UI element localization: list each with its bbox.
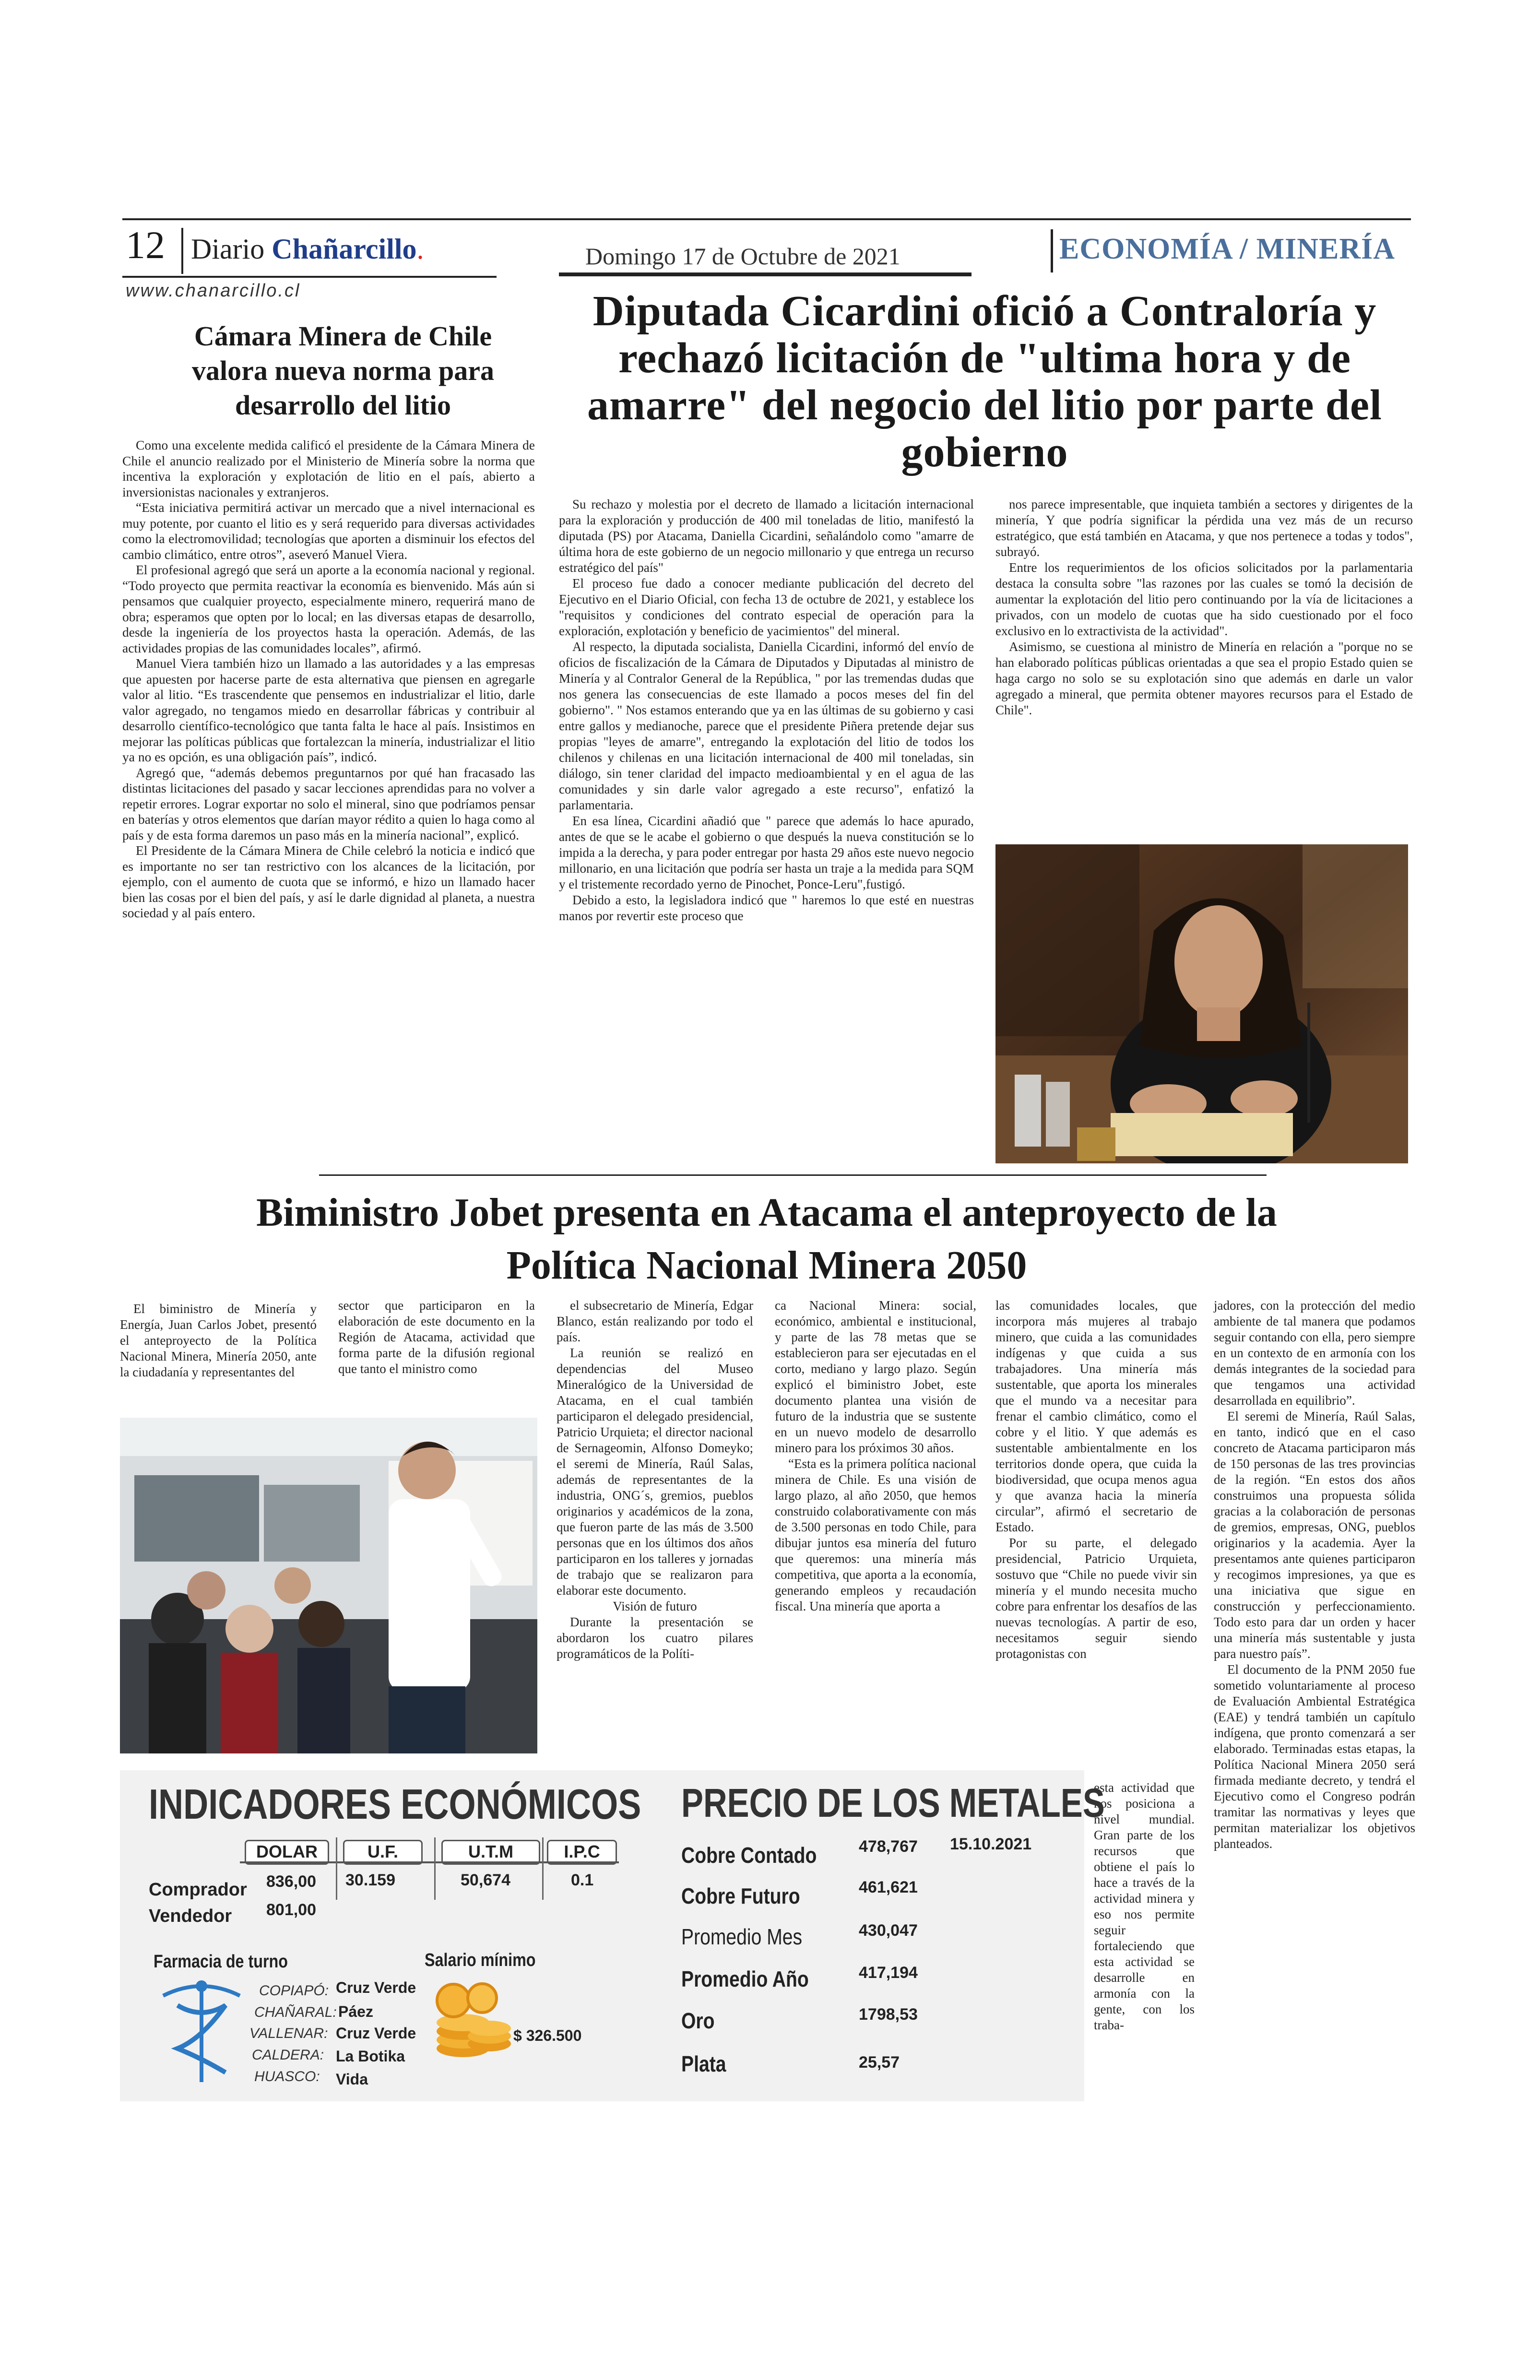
middle-rule: [319, 1174, 1267, 1176]
salary-title: Salario mínimo: [425, 1950, 536, 1970]
paragraph: El documento de la PNM 2050 fue sometido voluntariamente al proceso de Evaluación Ambiental Estratégica (EAE) y tendrá también un capítulo indígena, que pronto comenzará a ser elaborado. Terminadas estas etapas, la Política Nacional Minera 2050 será firmada mediante decreto, y tendrá el Ejecutivo como el Congreso podrán tramitar las normativas y leyes que permitan materializar los objetivos planteados.: [1214, 1662, 1415, 1851]
bottom-col-b: [338, 1298, 535, 1377]
masthead-divider: [181, 228, 183, 274]
section-label: ECONOMÍA / MINERÍA: [1059, 233, 1396, 265]
coins-icon-svg: [429, 1977, 516, 2063]
indicators-vline-2: [434, 1837, 436, 1900]
bottom-col-a: [120, 1301, 317, 1380]
bottom-article-title-line2: Política Nacional Minera 2050: [506, 1243, 1027, 1288]
pharmacy-icon: [149, 1977, 254, 2092]
pharmacy-name-2: Páez: [338, 2003, 373, 2020]
cicardini-photo-illustration: [995, 844, 1408, 1163]
pharmacy-city-5: HUASCO:: [254, 2069, 320, 2084]
metal-value-5: 1798,53: [859, 2005, 918, 2024]
pharmacy-city-4: CALDERA:: [252, 2047, 324, 2063]
pharmacy-city-1: COPIAPÓ:: [259, 1983, 329, 1999]
dolar-comprador: 836,00: [266, 1872, 316, 1891]
caduceus-icon: [149, 1977, 254, 2092]
pharmacy-name-4: La Botika: [336, 2048, 405, 2065]
indicators-title: INDICADORES ECONÓMICOS: [149, 1780, 641, 1828]
paragraph: El seremi de Minería, Raúl Salas, en tanto, indicó que en el caso concreto de Atacama participaron más de 150 personas de las tres provincias de la región. “En estos dos años construimos una propuesta sólida gracias a la colaboración de personas de gremios, empresas, ONG, pueblos originarios y la academia. Ayer la presentamos ante quienes participaron y recogimos impresiones, ya que es una iniciativa que sigue en construcción y perfeccionamiento. Todo esto para dar un orden y hacer una minería más sustentable y justa para nuestro país”.: [1214, 1409, 1415, 1661]
paragraph: Asimismo, se cuestiona al ministro de Minería en relación a "porque no se han elaborado políticas públicas orientadas a que sea el propio Estado quien se haga cargo no solo se su explotación sino que además en darle un valor agregado a mineral, que permita obtener mayores recursos para el Estado de Chile".: [995, 639, 1413, 717]
utm-value: 50,674: [461, 1871, 510, 1889]
pharmacy-name-1: Cruz Verde: [336, 1979, 416, 1996]
paragraph: el subsecretario de Minería, Edgar Blanco, están realizando por todo el país.: [557, 1298, 753, 1344]
metals-date: 15.10.2021: [950, 1835, 1032, 1853]
paragraph: “Esta iniciativa permitirá activar un mercado que a nivel internacional es muy potente, por cuanto el litio es y será requerido para diversas actividades como la electromovilidad; tecnologías que aporten a disminuir los efectos del cambio climático, entre otros”, aseveró Manuel Viera.: [122, 500, 535, 562]
currency-dolar: DOLAR: [245, 1840, 329, 1865]
left-article-body: [122, 438, 535, 921]
main-article-col1: [559, 497, 974, 924]
bottom-col-e: [995, 1298, 1197, 1662]
paragraph: sector que participaron en la elaboración de este documento en la Región de Atacama, actividad que forma parte de la difusión regional que tanto el ministro como: [338, 1298, 535, 1376]
comprador-label: Comprador: [149, 1880, 247, 1900]
vendedor-label: Vendedor: [149, 1906, 232, 1926]
metal-value-1: 478,767: [859, 1837, 918, 1856]
website-url[interactable]: www.chanarcillo.cl: [126, 281, 301, 301]
masthead-underline: [122, 276, 497, 278]
indicators-vline-3: [542, 1837, 544, 1900]
metal-value-6: 25,57: [859, 2053, 900, 2072]
paragraph: ca Nacional Minera: social, económico, ambiental e institucional, y parte de las 78 metas que se establecieron para ser ejecutadas en el corto, mediano y largo plazo. Según explicó el biministro Jobet, este documento plantea una visión de futuro de la industria que se sustente en un nuevo modelo de desarrollo minero para los próximos 30 años.: [775, 1298, 976, 1455]
bottom-col-c: [557, 1298, 753, 1662]
bottom-col-f: [1214, 1298, 1415, 1852]
paragraph: Como una excelente medida calificó el presidente de la Cámara Minera de Chile el anuncio realizado por el Ministerio de Minería sobre la norma que incentiva la exploración y explotación de litio en el país, abierto a inversionistas nacionales y extranjeros.: [122, 438, 535, 499]
left-article-title: Cámara Minera de Chile valora nueva norma para desarrollo del litio: [192, 320, 494, 421]
pharmacy-name-5: Vida: [336, 2071, 368, 2088]
uf-value: 30.159: [345, 1871, 395, 1889]
section-divider: [1051, 229, 1053, 272]
paragraph: Debido a esto, la legisladora indicó que " haremos lo que esté en nuestras manos por revertir este proceso que: [559, 893, 974, 923]
issue-date: Domingo 17 de Octubre de 2021: [585, 243, 900, 270]
pharmacy-city-2: CHAÑARAL:: [254, 2004, 337, 2020]
indicators-vline-1: [336, 1837, 337, 1900]
metals-title: PRECIO DE LOS METALES: [681, 1780, 1105, 1825]
metal-label-6: Plata: [681, 2051, 726, 2076]
paragraph: La reunión se realizó en dependencias del Museo Mineralógico de la Universidad de Atacama, en el cual también participaron el delegado presidencial, Patricio Urquieta; el director nacional de Sernageomin, Alfonso Domeyko; el seremi de Minería, Raúl Salas, además de representantes de la industria, ONG´s, gremios, pueblos originarios y académicos de la zona, que fueron parte de las más de 3.500 personas que en los últimos dos años participaron en los talleres y jornadas de trabajo que se realizaron para elaborar este documento.: [557, 1346, 753, 1598]
date-underline: [559, 272, 971, 276]
currency-uf: U.F.: [343, 1840, 423, 1865]
salary-value: $ 326.500: [513, 2027, 582, 2044]
bottom-col-e2: [1094, 1780, 1195, 2033]
ipc-value: 0.1: [571, 1871, 594, 1889]
jobet-photo: [120, 1418, 537, 1753]
metal-label-5: Oro: [681, 2008, 715, 2033]
currency-utm: U.T.M: [441, 1840, 540, 1865]
jobet-photo-illustration: [120, 1418, 537, 1753]
metal-label-2: Cobre Futuro: [681, 1883, 800, 1908]
paragraph: El proceso fue dado a conocer mediante publicación del decreto del Ejecutivo en el Diario Oficial, con fecha 13 de octubre de 2021, y establece los "requisitos y condiciones del contrato especial de operación para la exploración, explotación y beneficio de yacimientos" del mineral.: [559, 576, 974, 638]
metal-label-3: Promedio Mes: [681, 1924, 803, 1949]
paragraph: Manuel Viera también hizo un llamado a las autoridades y a las empresas que apuesten por hacerse parte de esta alternativa que piensen en agregarle valor al litio. “Es trascendente que pensemos en industrializar el litio, darle valor agregado, no tengamos miedo en desarrollar fábricas y contribuir al desarrollo científico-tecnológico que tanta falta le hace al país. Insistimos en mejorar las políticas públicas que fortalezcan la minería, industrializar el litio ya no es opción, es una obligación país”, indicó.: [122, 656, 535, 764]
bottom-article-title-line1: Biministro Jobet presenta en Atacama el anteproyecto de la: [256, 1190, 1277, 1235]
paragraph: En esa línea, Cicardini añadió que " parece que además lo hace apurado, antes de que se le acabe el gobierno o que después la nueva constitución se lo impida a la derecha, y para poder entregar por hasta 29 años este nuevo negocio millonario, en una licitación que podría ser hasta un traje a la medida para SQM y el tristemente recordado yerno de Pinochet, Ponce-Leru",fustigó.: [559, 814, 974, 891]
paragraph: jadores, con la protección del medio ambiente de tal manera que podamos seguir contando con ella, pero siempre en un contexto de en armonía con los demás integrantes de la sociedad para que tengamos una actividad desarrollada en equilibrio”.: [1214, 1298, 1415, 1408]
paragraph: Su rechazo y molestia por el decreto de llamado a licitación internacional para la exploración y producción de 400 mil toneladas de litio, manifestó la diputada (PS) por Atacama, Daniella Cicardini, señalándolo como "amarre de última hora de este gobierno de un negocio millonario y que entrega un recurso estratégico del país": [559, 497, 974, 575]
dolar-vendedor: 801,00: [266, 1901, 316, 1919]
paragraph: Durante la presentación se abordaron los cuatro pilares programáticos de la Políti-: [557, 1615, 753, 1661]
header-top-rule: [122, 218, 1411, 220]
bottom-col-d: [775, 1298, 976, 1614]
indicators-rule: [240, 1861, 619, 1863]
paragraph: Agregó que, “además debemos preguntarnos por qué han fracasado las distintas licitaciones del pasado y sacar lecciones aprendidas para no volver a repetir errores. Lograr exportar no solo el mineral, sino que podríamos pensar en baterías y otros elementos que darían mayor rédito a quien lo haga como al país y de esta forma daremos un paso más en la minería nacional”, explicó.: [122, 765, 535, 842]
paragraph: nos parece impresentable, que inquieta también a sectores y dirigentes de la minería, Y que podría significar la pérdida una vez más de un recurso estratégico, que está también en Atacama, y que nos pertenece a todas y todos", subrayó.: [995, 497, 1413, 559]
paragraph: Por su parte, el delegado presidencial, Patricio Urquieta, sostuvo que “Chile no puede vivir sin minería y el mundo necesita mucho cobre para enfrentar los desafíos de las nuevas tecnologías. A partir de eso, necesitamos seguir siendo protagonistas con: [995, 1536, 1197, 1661]
metal-value-2: 461,621: [859, 1878, 918, 1896]
masthead-dot: .: [416, 233, 424, 265]
paragraph: “Esta es la primera política nacional minera de Chile. Es una visión de largo plazo, al año 2050, que hemos construido colaborativamente con más de 3.500 personas en todo Chile, para dibujar juntos esa minería del futuro que queremos: una minería más competitiva, que aporta a la economía, generando empleos y recaudación fiscal. Una minería que aporta a: [775, 1456, 976, 1613]
page-number: 12: [126, 223, 165, 267]
main-article-col2: [995, 497, 1413, 718]
coins-icon: [429, 1977, 516, 2063]
metal-value-4: 417,194: [859, 1964, 918, 1982]
pharmacy-name-3: Cruz Verde: [336, 2025, 416, 2042]
metal-value-3: 430,047: [859, 1921, 918, 1940]
pharmacy-city-3: VALLENAR:: [249, 2025, 328, 2041]
paragraph: El profesional agregó que será un aporte a la economía nacional y regional. “Todo proyecto que permita reactivar la economía es bienvenido. Más aún si pensamos que cualquier proyecto, especialmente minero, requerirá mano de obra; esperamos que opten por lo local; en las diversas etapas de desarrollo, desde la ingeniería de los proyectos hasta la operación. Además, de las actividades propias de las comunidades locales”, afirmó.: [122, 562, 535, 655]
paragraph: las comunidades locales, que incorpora más mujeres al trabajo minero, que cuida a las comunidades indígenas y que cuida a sus trabajadores. Una minería más sustentable, que aporta los minerales que el mundo va a necesitar para frenar el cambio climático, como el cobre y el litio. Y que además es sustentable ambientalmente en los territorios donde opera, que cuida la biodiversidad, que ocupa menos agua y que avanza hacia la minería circular”, afirmó el secretario de Estado.: [995, 1298, 1197, 1534]
metal-label-4: Promedio Año: [681, 1966, 809, 1991]
paragraph: esta actividad que nos posiciona a nivel mundial. Gran parte de los recursos que obtiene el país lo hace a través de la actividad minera y eso nos permite seguir fortaleciendo que esta actividad se desarrolle en armonía con la gente, con los traba-: [1094, 1780, 1195, 2032]
subheading: Visión de futuro: [613, 1599, 697, 1613]
masthead-name: Chañarcillo: [272, 233, 417, 265]
paragraph: El Presidente de la Cámara Minera de Chile celebró la noticia e indicó que es importante no ser tan restrictivo con los alcances de la licitación, por ejemplo, con el aumento de cuota que se informó, e hizo un llamado hacer bien las cosas por el bien del país, y así le darle dignidad al planeta, a nuestra sociedad y al país entero.: [122, 843, 535, 920]
masthead-prefix: Diario: [191, 233, 272, 265]
cicardini-photo: [995, 844, 1408, 1163]
metal-label-1: Cobre Contado: [681, 1843, 817, 1868]
currency-ipc: I.P.C: [547, 1840, 617, 1865]
paragraph: Entre los requerimientos de los oficios solicitados por la parlamentaria destaca la consulta sobre "las razones por las cuales se tomó la decisión de aumentar la explotación del litio pero continuando por la vía de licitaciones a privados, con un modelo de cuotas que ha sido cuestionado por el foco exclusivo en lo extractivista de la actividad".: [995, 560, 1413, 638]
paragraph: Al respecto, la diputada socialista, Daniella Cicardini, informó del envío de oficios de fiscalización de la Cámara de Diputados y Diputadas al ministro de Minería y al Contralor General de la República, " por las tremendas dudas que nos genera las consecuencias de este llamado a pocos meses del fin del gobierno". " Nos estamos enterando que ya en las últimas de su gobierno y casi entre gallos y medianoche, parece que el presidente Piñera pretende dejar sus propias "leyes de amarre", entregando la explotación del litio de todos los chilenos y chilenas en una licitación internacional de 400 mil toneladas, sin diálogo, sin tener claridad del impacto medioambiental y en el agua de las comunidades y sin darle valor agregado a este recurso", enfatizó la parlamentaria.: [559, 639, 974, 812]
pharmacy-title: Farmacia de turno: [154, 1952, 288, 1972]
main-article-title: Diputada Cicardini ofició a Contraloría y rechazó licitación de "ultima hora y de amarre" del negocio del litio por parte del gobierno: [587, 287, 1382, 476]
paragraph: El biministro de Minería y Energía, Juan Carlos Jobet, presentó el anteproyecto de la Política Nacional Minera, Minería 2050, ante la ciudadanía y representantes del: [120, 1302, 317, 1379]
masthead: [191, 233, 424, 266]
